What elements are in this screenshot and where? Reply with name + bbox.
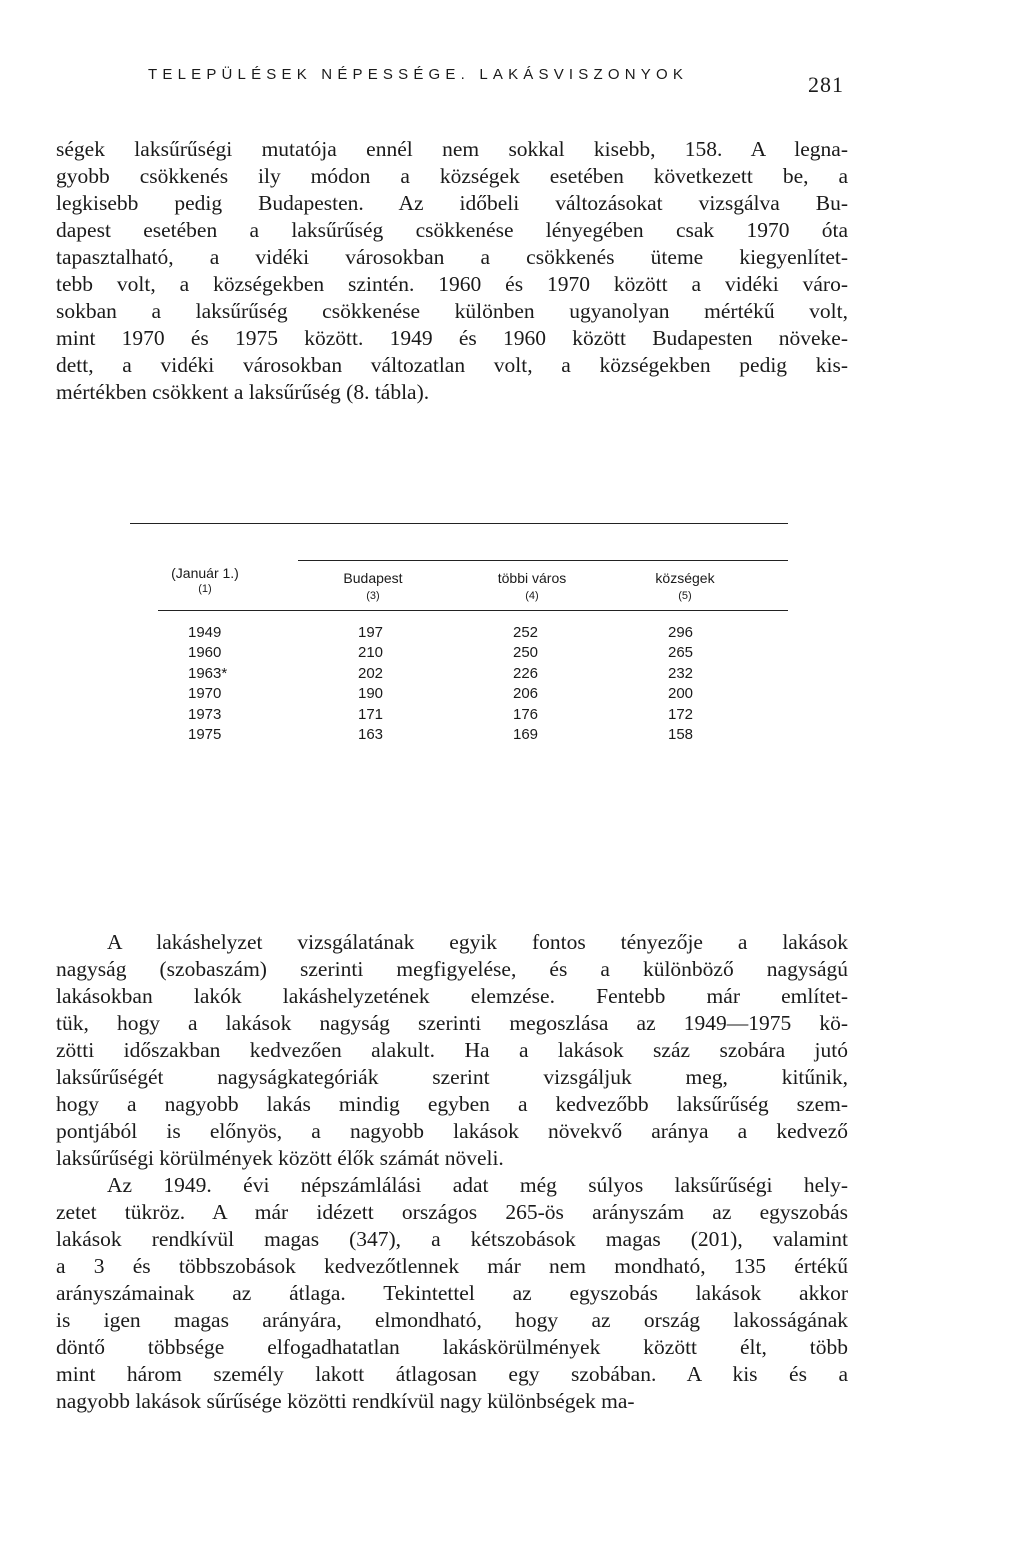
text-line: laksűrűségét nagyságkategóriák szerint vizsgáljuk meg, kitűnik,: [56, 1065, 848, 1089]
budapest-cell: 202: [358, 664, 384, 682]
year-cell: 1963*: [188, 664, 228, 682]
year-cell: 1960: [188, 644, 222, 662]
year-cell: 1970: [188, 685, 222, 703]
table-row: [160, 705, 740, 725]
text-line: hogy a nagyobb lakás mindig egyben a kedvezőbb laksűrűség szem-: [56, 1092, 848, 1116]
header-kozsegek-label: községek: [655, 570, 715, 586]
kozsegek-cell: 158: [668, 725, 694, 743]
header-budapest: [318, 570, 428, 602]
header-tobbi-varos-num: (4): [525, 590, 539, 602]
budapest-cell: 210: [358, 644, 384, 662]
tobbi-varos-cell: 169: [513, 725, 539, 743]
text-line: döntő többsége elfogadhatatlan lakáskörülmények között élt, több: [56, 1335, 848, 1359]
text-line: mértékben csökkent a laksűrűség (8. tábla).: [56, 380, 430, 404]
table-header-rule: [298, 560, 788, 561]
kozsegek-cell: 265: [668, 644, 694, 662]
header-budapest-num: (3): [366, 590, 380, 602]
text-line: laksűrűségi körülmények között élők számát növeli.: [56, 1146, 504, 1170]
table-row: [160, 623, 740, 643]
text-line: mint 1970 és 1975 között. 1949 és 1960 között Budapesten növeke-: [56, 326, 848, 350]
tobbi-varos-cell: 226: [513, 664, 539, 682]
text-line: nagyság (szobaszám) szerinti megfigyelése, és a különböző nagyságú: [56, 957, 848, 981]
text-line: dapest esetében a laksűrűség csökkenése lényegében csak 1970 óta: [56, 218, 848, 242]
header-date-label: (Január 1.): [171, 565, 239, 581]
header-date-num: (1): [198, 583, 212, 595]
text-line: legkisebb pedig Budapesten. Az időbeli változásokat vizsgálva Bu-: [56, 191, 848, 215]
header-tobbi-varos: [467, 570, 597, 602]
text-line: pontjából is előnyös, a nagyobb lakások növekvő aránya a kedvező: [56, 1119, 848, 1143]
table-row: [160, 684, 740, 704]
density-table: [160, 623, 740, 745]
text-line: lakások rendkívül magas (347), a kétszobások magas (201), valamint: [56, 1227, 848, 1251]
text-line: zetet tükröz. A már idézett országos 265-ös arányszám az egyszobás: [56, 1200, 848, 1224]
header-date: [150, 565, 260, 595]
year-cell: 1949: [188, 624, 222, 641]
text-line: arányszámainak az átlaga. Tekintettel az egyszobás lakások akkor: [56, 1281, 848, 1305]
text-line: zötti időszakban kedvezően alakult. Ha a lakások száz szobára jutó: [56, 1038, 848, 1062]
paragraph-1: [56, 136, 848, 406]
tobbi-varos-cell: 176: [513, 705, 539, 723]
table-row: [160, 643, 740, 663]
text-line: ségek laksűrűségi mutatója ennél nem sokkal kisebb, 158. A legna-: [56, 137, 848, 161]
text-line: sokban a laksűrűség csökkenése különben ugyanolyan mértékű volt,: [56, 299, 848, 323]
tobbi-varos-cell: 252: [513, 624, 539, 641]
budapest-cell: 190: [358, 685, 384, 703]
tobbi-varos-cell: 206: [513, 685, 539, 703]
header-kozsegek: [630, 570, 740, 602]
text-line: A lakáshelyzet vizsgálatának egyik fontos tényezője a lakások: [107, 930, 848, 954]
text-line: gyobb csökkenés ily módon a községek esetében következett be, a: [56, 164, 848, 188]
text-line: dett, a vidéki városokban változatlan volt, a községekben pedig kis-: [56, 353, 848, 377]
text-line: nagyobb lakások sűrűsége közötti rendkívül nagy különbségek ma-: [56, 1389, 635, 1413]
text-line: a 3 és többszobások kedvezőtlennek már nem mondható, 135 értékű: [56, 1254, 848, 1278]
header-budapest-label: Budapest: [343, 570, 403, 586]
running-title: TELEPÜLÉSEK NÉPESSÉGE. LAKÁSVISZONYOK: [148, 66, 689, 83]
table-row: [160, 725, 740, 745]
page-number: 281: [808, 72, 844, 97]
budapest-cell: 163: [358, 725, 384, 743]
table-top-rule: [130, 523, 788, 524]
text-line: lakásokban lakók lakáshelyzetének elemzése. Fentebb már említet-: [56, 984, 848, 1008]
budapest-cell: 197: [358, 624, 384, 641]
text-line: mint három személy lakott átlagosan egy szobában. A kis és a: [56, 1362, 848, 1386]
text-line: tapasztalható, a vidéki városokban a csökkenés üteme kiegyenlítet-: [56, 245, 848, 269]
text-line: tebb volt, a községekben szintén. 1960 és 1970 között a vidéki váro-: [56, 272, 848, 296]
header-tobbi-varos-label: többi város: [497, 570, 567, 586]
kozsegek-cell: 172: [668, 705, 694, 723]
year-cell: 1975: [188, 725, 222, 743]
paragraph-3: [56, 1172, 848, 1415]
paragraph-2: [56, 929, 848, 1172]
year-cell: 1973: [188, 705, 222, 723]
header-kozsegek-num: (5): [678, 590, 692, 602]
text-line: tük, hogy a lakások nagyság szerinti megoszlása az 1949—1975 kö-: [56, 1011, 848, 1035]
text-line: is igen magas arányára, elmondható, hogy az ország lakosságának: [56, 1308, 848, 1332]
tobbi-varos-cell: 250: [513, 644, 539, 662]
kozsegek-cell: 232: [668, 664, 694, 682]
kozsegek-cell: 200: [668, 685, 694, 703]
text-line: Az 1949. évi népszámlálási adat még súlyos laksűrűségi hely-: [107, 1173, 848, 1197]
budapest-cell: 171: [358, 705, 384, 723]
table-subheader-rule: [158, 610, 788, 611]
kozsegek-cell: 296: [668, 624, 694, 641]
table-row: [160, 664, 740, 684]
